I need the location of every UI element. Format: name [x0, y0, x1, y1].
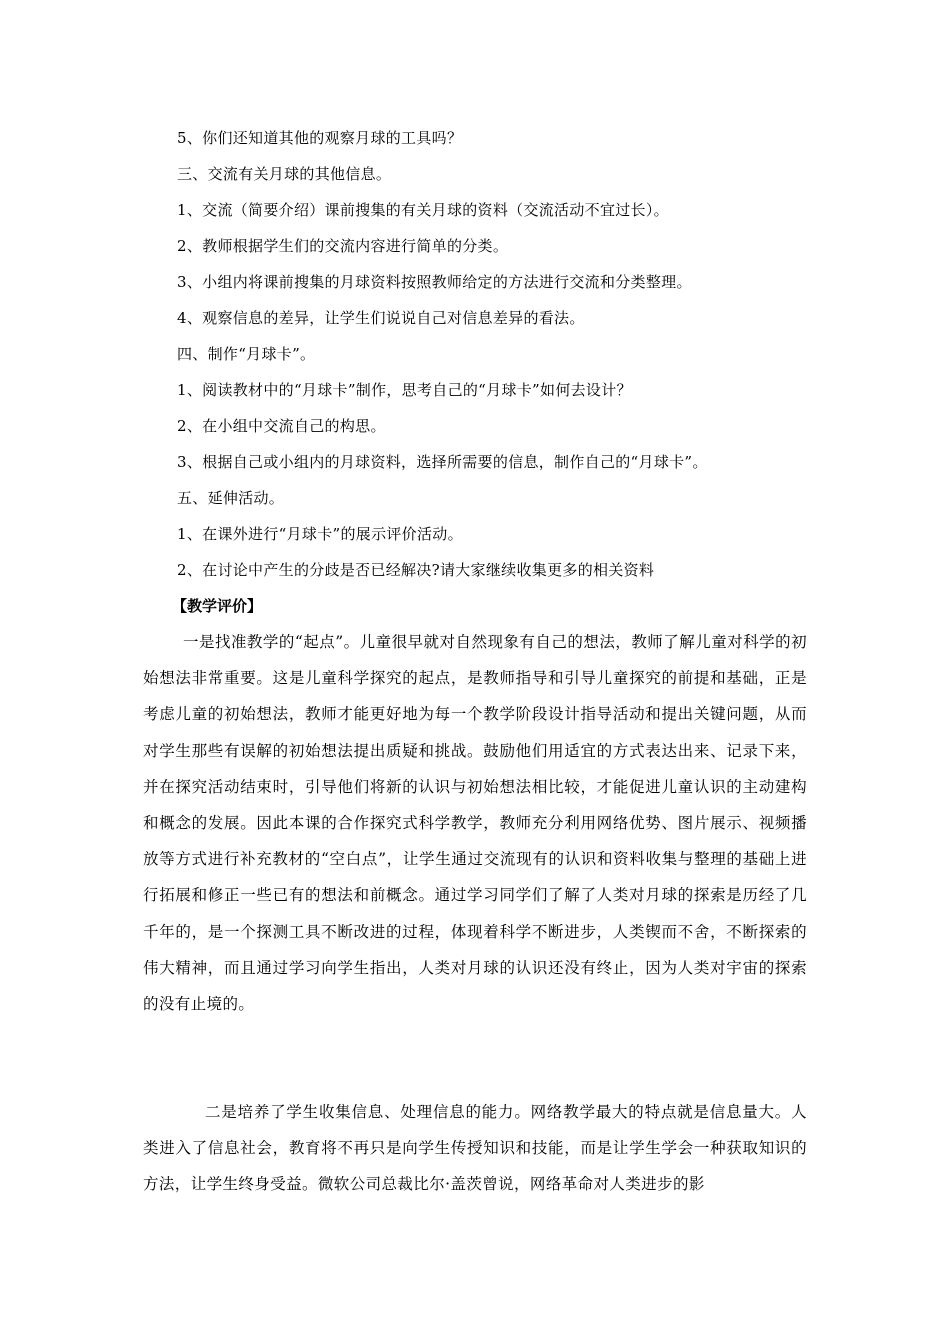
outline-line: 3、小组内将课前搜集的月球资料按照教师给定的方法进行交流和分类整理。: [177, 273, 692, 291]
section-heading: 四、制作“月球卡”。: [177, 345, 316, 363]
outline-line: 1、在课外进行“月球卡”的展示评价活动。: [177, 525, 463, 543]
outline-line: 1、交流（简要介绍）课前搜集的有关月球的资料（交流活动不宜过长）。: [177, 201, 669, 219]
outline-line: 1、阅读教材中的“月球卡”制作，思考自己的“月球卡”如何去设计？: [177, 381, 632, 399]
evaluation-heading: 【教学评价】: [172, 597, 263, 615]
outline-line: 2、教师根据学生们的交流内容进行简单的分类。: [177, 237, 509, 255]
outline-line: 2、在小组中交流自己的构思。: [177, 417, 386, 435]
outline-line: 5、你们还知道其他的观察月球的工具吗？: [177, 129, 463, 147]
section-heading: 五、延伸活动。: [177, 489, 285, 507]
outline-line: 4、观察信息的差异，让学生们说说自己对信息差异的看法。: [177, 309, 585, 327]
section-heading: 三、交流有关月球的其他信息。: [177, 165, 392, 183]
evaluation-paragraph-2: 二是培养了学生收集信息、处理信息的能力。网络教学最大的特点就是信息量大。人类进入了信息社会，教育将不再只是向学生传授知识和技能，而是让学生学会一种获取知识的方法，让学生终身受益。微软公司总裁比尔·盖茨曾说，网络革命对人类进步的影: [143, 1103, 807, 1194]
outline-line: 2、在讨论中产生的分歧是否已经解决?请大家继续收集更多的相关资料: [177, 561, 655, 579]
evaluation-paragraph-1: 一是找准教学的“起点”。儿童很早就对自然现象有自己的想法，教师了解儿童对科学的初始想法非常重要。这是儿童科学探究的起点，是教师指导和引导儿童探究的前提和基础，正是考虑儿童的初始想法，教师才能更好地为每一个教学阶段设计指导活动和提出关键问题，从而对学生那些有误解的初始想法提出质疑和挑战。鼓励他们用适宜的方式表达出来、记录下来，并在探究活动结束时，引导他们将新的认识与初始想法相比较，才能促进儿童认识的主动建构和概念的发展。因此本课的合作探究式科学教学，教师充分利用网络优势、图片展示、视频播放等方式进行补充教材的“空白点”，让学生通过交流现有的认识和资料收集与整理的基础上进行拓展和修正一些已有的想法和前概念。通过学习同学们了解了人类对月球的探索是历经了几千年的，是一个探测工具不断改进的过程，体现着科学不断进步，人类锲而不舍，不断探索的伟大精神，而且通过学习向学生指出，人类对月球的认识还没有终止，因为人类对宇宙的探索的没有止境的。: [143, 633, 807, 1014]
outline-line: 3、根据自己或小组内的月球资料，选择所需要的信息，制作自己的“月球卡”。: [177, 453, 708, 471]
